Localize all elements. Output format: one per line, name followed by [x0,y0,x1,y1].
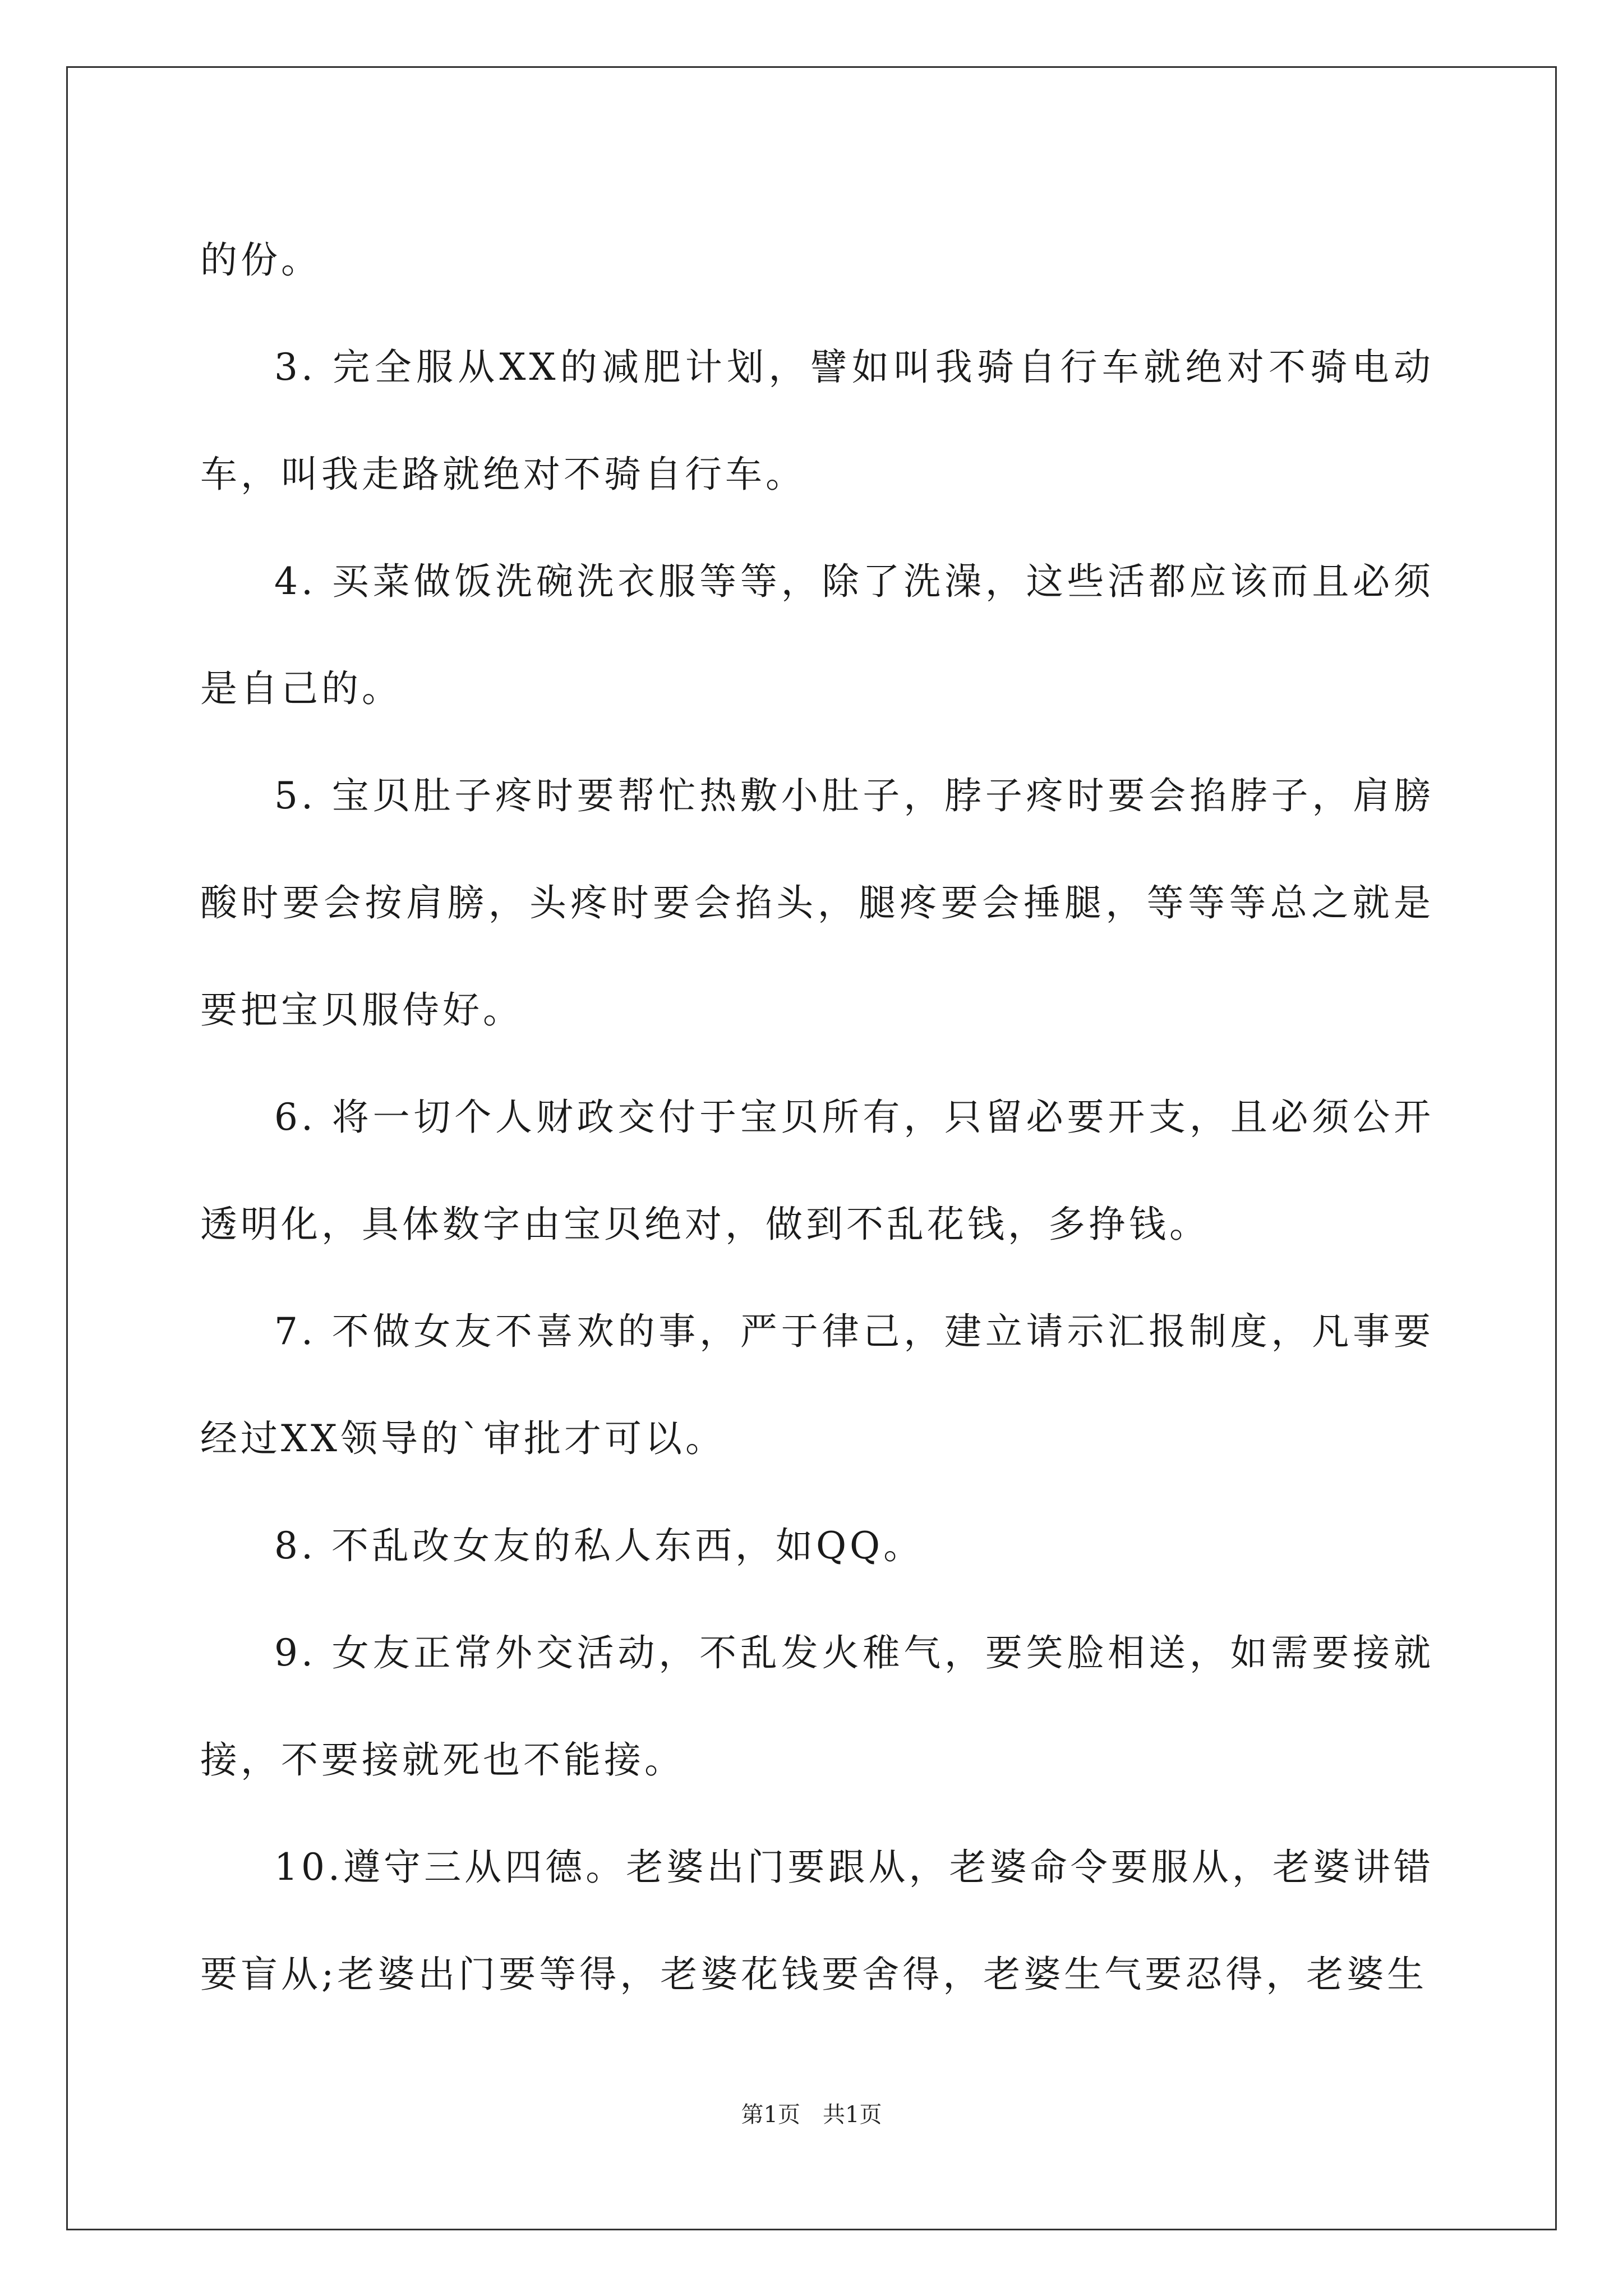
document-body [200,206,1434,2028]
paragraph-item-7: 7. 不做女友不喜欢的事，严于律己，建立请示汇报制度，凡事要经过XX领导的`审批才可以。 [200,1310,1434,1460]
paragraph-item-8: 8. 不乱改女友的私人东西，如QQ。 [274,1524,924,1567]
paragraph-item-6: 6. 将一切个人财政交付于宝贝所有，只留必要开支，且必须公开透明化，具体数字由宝贝绝对，做到不乱花钱，多挣钱。 [200,1096,1434,1246]
paragraph-item-4: 4. 买菜做饭洗碗洗衣服等等，除了洗澡，这些活都应该而且必须是自己的。 [200,560,1434,710]
paragraph-item-5: 5. 宝贝肚子疼时要帮忙热敷小肚子，脖子疼时要会掐脖子，肩膀酸时要会按肩膀，头疼时要会掐头，腿疼要会捶腿，等等等总之就是要把宝贝服侍好。 [200,774,1434,1032]
paragraph-item-3: 3. 完全服从XX的减肥计划，譬如叫我骑自行车就绝对不骑电动车，叫我走路就绝对不骑自行车。 [200,346,1434,496]
paragraph-continuation: 的份。 [200,238,321,282]
page-number-footer: 第1页 共1页 [741,2102,882,2128]
paragraph-item-10: 10.遵守三从四德。老婆出门要跟从，老婆命令要服从，老婆讲错要盲从;老婆出门要等得，老婆花钱要舍得，老婆生气要忍得，老婆生 [200,1846,1434,1996]
paragraph-item-9: 9. 女友正常外交活动，不乱发火稚气，要笑脸相送，如需要接就接，不要接就死也不能接。 [200,1631,1434,1782]
